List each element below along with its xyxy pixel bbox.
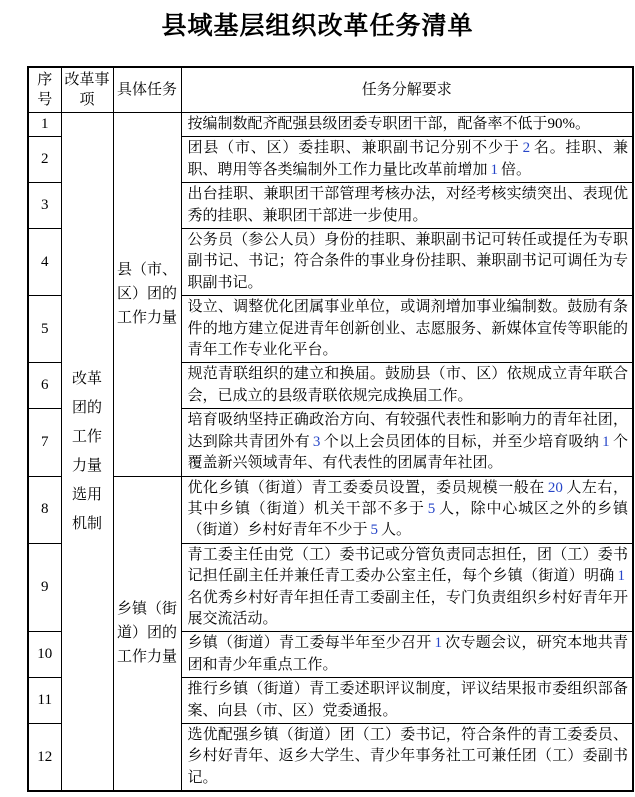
- highlighted-number: 1: [602, 433, 610, 450]
- specific-task-cell: 县（市、区）团的工作力量: [113, 113, 181, 477]
- task-requirement-cell: [181, 678, 633, 724]
- row-serial-number: 10: [28, 632, 61, 678]
- text-run: 人，除中心城区之外的乡镇（街道）乡村好青年不少于: [187, 500, 628, 539]
- task-table-body: [28, 113, 633, 792]
- row-serial-number: 11: [28, 678, 61, 724]
- header-row: [28, 67, 633, 113]
- text-run: 推行乡镇（街道）青工委述职评议制度，评议结果报市委组织部备案、向县（市、区）党委通报。: [187, 681, 628, 719]
- col-header-specific-task: 具体任务: [113, 67, 181, 113]
- col-header-reform-item: 改革事项: [61, 67, 113, 113]
- task-requirement-cell: [181, 229, 633, 296]
- task-requirement-cell: [181, 723, 633, 791]
- text-run: 规范青联组织的建立和换届。鼓励县（市、区）依规成立青年联合会，已成立的县级青联依规完成换届工作。: [187, 366, 628, 404]
- text-run: 人左右，其中乡镇（街道）机关干部不多于: [187, 479, 628, 517]
- highlighted-number: 5: [427, 500, 436, 517]
- highlighted-number: 1: [617, 568, 625, 585]
- row-serial-number: 8: [28, 476, 61, 543]
- text-run: 青工委主任由党（工）委书记或分管负责同志担任，团（工）委书记担任副主任并兼任青工委办公室主任，每个乡镇（街道）明确: [187, 546, 628, 585]
- highlighted-number: 1: [490, 161, 499, 178]
- table-row: [28, 476, 633, 543]
- row-serial-number: 5: [28, 296, 61, 363]
- highlighted-number: 1: [434, 635, 442, 652]
- task-requirement-cell: [181, 363, 633, 409]
- task-requirement-cell: [181, 543, 633, 632]
- task-requirement-cell: [181, 296, 633, 363]
- text-run: 个覆盖新兴领域青年、有代表性的团属青年社团。: [187, 433, 628, 472]
- text-run: 人。: [381, 522, 412, 539]
- reform-item-cell: 改革团的工作力量选用机制: [61, 113, 113, 792]
- text-run: 个以上会员团体的目标，并至少培育吸纳: [323, 433, 600, 450]
- page-title: 县域基层组织改革任务清单: [161, 13, 474, 40]
- text-run: 倍。: [501, 161, 532, 178]
- col-header-serial: 序号: [28, 67, 61, 113]
- row-serial-number: 3: [28, 183, 61, 229]
- row-serial-number: 12: [28, 723, 61, 791]
- text-run: 优化乡镇（街道）青工委委员设置，委员规模一般在: [187, 479, 545, 496]
- col-header-requirements: 任务分解要求: [181, 67, 633, 113]
- text-run: 名。挂职、兼职、聘用等各类编制外工作力量比改革前增加: [187, 140, 628, 178]
- text-run: 出台挂职、兼职团干部管理考核办法，对经考核实绩突出、表现优秀的挂职、兼职团干部进一步使用。: [187, 186, 628, 224]
- task-requirement-cell: [181, 409, 633, 476]
- text-run: 设立、调整优化团属事业单位，或调剂增加事业编制数。鼓励有条件的地方建立促进青年创新创业、志愿服务、新媒体宣传等职能的青年工作专业化平台。: [187, 299, 628, 359]
- table-row: [28, 113, 633, 137]
- row-serial-number: 6: [28, 363, 61, 409]
- text-run: 乡镇（街道）青工委每半年至少召开: [187, 635, 432, 652]
- highlighted-number: 3: [312, 433, 321, 450]
- task-requirement-cell: [181, 476, 633, 543]
- highlighted-number: 2: [522, 140, 531, 157]
- row-serial-number: 9: [28, 543, 61, 632]
- specific-task-cell: 乡镇（街道）团的工作力量: [113, 476, 181, 791]
- text-run: 培育吸纳坚持正确政治方向、有较强代表性和影响力的青年社团，达到除共青团外有: [187, 412, 628, 450]
- row-serial-number: 4: [28, 229, 61, 296]
- row-serial-number: 2: [28, 137, 61, 183]
- row-serial-number: 1: [28, 113, 61, 137]
- task-requirement-cell: [181, 183, 633, 229]
- text-run: 次专题会议，研究本地共青团和青少年重点工作。: [187, 635, 628, 673]
- text-run: 按编制数配齐配强县级团委专职团干部，配备率不低于90%。: [187, 116, 590, 132]
- highlighted-number: 5: [370, 522, 379, 539]
- text-run: 公务员（参公人员）身份的挂职、兼职副书记可转任或提任为专职副书记、书记；符合条件的事业身份挂职、兼职副书记可调任为专职副书记。: [187, 232, 628, 291]
- task-table: [27, 66, 634, 792]
- task-requirement-cell: [181, 137, 633, 183]
- task-requirement-cell: [181, 113, 633, 137]
- text-run: 名优秀乡村好青年担任青工委副主任，专门负责组织乡村好青年开展交流活动。: [187, 589, 628, 627]
- text-run: 团县（市、区）委挂职、兼职副书记分别不少于: [187, 140, 520, 157]
- task-requirement-cell: [181, 632, 633, 678]
- row-serial-number: 7: [28, 409, 61, 476]
- highlighted-number: 20: [547, 479, 563, 496]
- text-run: 选优配强乡镇（街道）团（工）委书记，符合条件的青工委委员、乡村好青年、返乡大学生、青少年事务社工可兼任团（工）委副书记。: [187, 726, 628, 786]
